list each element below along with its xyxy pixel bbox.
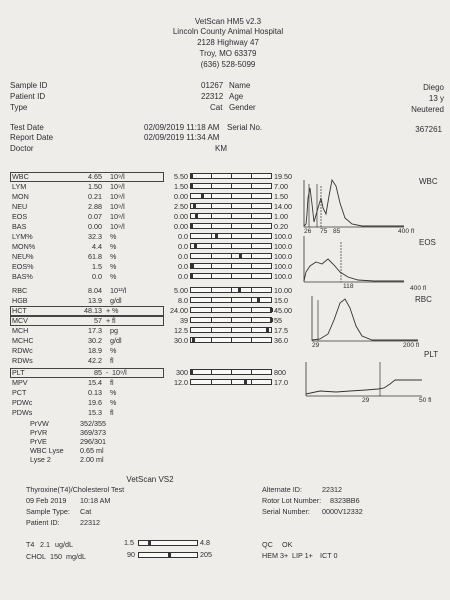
analyte-unit: % [110, 242, 117, 251]
analyte-name: HCT [12, 306, 27, 315]
analyte-unit: fl [112, 316, 116, 325]
analyte-value: 0.07 [88, 212, 102, 221]
analyte-name: MCV [12, 316, 28, 325]
t4-low: 1.5 [124, 538, 134, 547]
analyte-value: 15.4 [88, 378, 102, 387]
analyte-value: 1.50 [88, 182, 102, 191]
t4-range-bar [138, 540, 198, 546]
analyte-name: EOS% [12, 262, 34, 271]
vs2-patient-id: 22312 [80, 518, 100, 527]
analyte-name: EOS [12, 212, 28, 221]
range-high: 100.0 [274, 252, 292, 261]
extra-value: 0.65 ml [80, 446, 104, 455]
chol-name: CHOL [26, 552, 46, 561]
analyte-unit: fl [110, 408, 114, 417]
extra-value: 369/373 [80, 428, 106, 437]
analyte-value: 32.3 [88, 232, 102, 241]
eos-hist-tick: 118 [343, 283, 354, 290]
analyte-unit: pg [110, 326, 118, 335]
range-low: 39 [180, 316, 188, 325]
analyte-name: BAS [12, 222, 27, 231]
analyte-value: 17.3 [88, 326, 102, 335]
analyte-name: WBC [12, 172, 29, 181]
analyte-name: LYM% [12, 232, 33, 241]
extra-label: WBC Lyse [30, 446, 64, 455]
analyte-unit: % [110, 252, 117, 261]
analyte-value: 0.21 [88, 192, 102, 201]
vs2-sample-type: Cat [80, 507, 92, 516]
analyte-unit: 10⁹/l [110, 182, 125, 191]
analyte-name: RBC [12, 286, 28, 295]
serial-label: Serial No. [227, 123, 263, 132]
analyte-unit: fl [110, 356, 114, 365]
range-low: 24.00 [170, 306, 188, 315]
analyte-value: 1.5 [92, 262, 102, 271]
eos-histogram [304, 236, 404, 282]
plt-histogram [306, 362, 422, 396]
analyte-value: 4.65 [88, 172, 102, 181]
extra-value: 2.00 ml [80, 455, 104, 464]
name-label: Name [229, 81, 251, 90]
analyte-name: PDWc [12, 398, 33, 407]
t4-unit: ug/dL [55, 540, 73, 549]
analyte-name: MPV [12, 378, 28, 387]
range-low: 12.0 [174, 378, 188, 387]
type-label: Type [10, 103, 28, 112]
name-value: Diego [423, 83, 444, 92]
clinic-city: Troy, MO 63379 [199, 49, 257, 58]
t4-name: T4 [26, 540, 35, 549]
analyte-unit: % [110, 262, 117, 271]
range-high: 1.50 [274, 192, 288, 201]
device-title: VetScan HM5 v2.3 [194, 17, 262, 26]
extra-label: PrVW [30, 419, 49, 428]
analyte-name: PLT [12, 368, 25, 377]
rbc-histogram [312, 296, 418, 341]
analyte-value: 57 [94, 316, 102, 325]
alternate-id-label: Alternate ID: [262, 485, 302, 494]
analyte-unit: % [110, 398, 117, 407]
clinic-name: Lincoln County Animal Hospital [172, 27, 284, 36]
analyte-name: RDWs [12, 356, 33, 365]
range-high: 0.20 [274, 222, 288, 231]
sample-id-value: 01267 [201, 81, 224, 90]
analyte-name: LYM [12, 182, 27, 191]
analyte-value: 0.13 [88, 388, 102, 397]
sample-id-label: Sample ID [10, 81, 48, 90]
type-value: Cat [210, 103, 223, 112]
analyte-name: MON% [12, 242, 36, 251]
vs2-serial: 0000V12332 [322, 507, 363, 516]
age-value: 13 y [428, 94, 444, 103]
analyte-unit: 10⁹/l [110, 192, 125, 201]
analyte-unit: % [110, 232, 117, 241]
analyte-unit: g/dl [110, 296, 122, 305]
clinic-phone: (636) 528-5099 [200, 60, 256, 69]
analyte-unit: % [110, 388, 117, 397]
range-high: 17.5 [274, 326, 288, 335]
analyte-name: MCHC [12, 336, 34, 345]
range-low: 0.0 [178, 272, 188, 281]
extra-label: PrVE [30, 437, 47, 446]
wbc-histogram [304, 180, 404, 227]
test-date-label: Test Date [10, 123, 44, 132]
range-high: 100.0 [274, 242, 292, 251]
clinic-address: 2128 Highway 47 [197, 38, 259, 47]
range-high: 55 [274, 316, 282, 325]
eos-hist-label: EOS [419, 238, 436, 247]
qc-value: OK [282, 540, 293, 549]
t4-value: 2.1 [40, 540, 50, 549]
rotor-value: 8323BB6 [330, 496, 360, 505]
vs2-time: 10:18 AM [80, 496, 111, 505]
analyte-value: 61.8 [88, 252, 102, 261]
analyte-value: 4.4 [92, 242, 102, 251]
range-low: 2.50 [174, 202, 188, 211]
range-high: 17.0 [274, 378, 288, 387]
flag-mark: + [106, 306, 111, 315]
analyte-value: 15.3 [88, 408, 102, 417]
range-low: 0.0 [178, 242, 188, 251]
analyte-name: MON [12, 192, 29, 201]
analyte-unit: % [110, 272, 117, 281]
extra-label: Lyse 2 [30, 455, 51, 464]
analyte-name: PCT [12, 388, 27, 397]
vs2-patient-id-label: Patient ID: [26, 518, 60, 527]
flag-mark: - [106, 368, 109, 377]
range-high: 45.00 [274, 306, 292, 315]
extra-value: 296/301 [80, 437, 106, 446]
chol-value: 150 [50, 552, 62, 561]
range-high: 1.00 [274, 212, 288, 221]
range-low: 0.00 [174, 222, 188, 231]
analyte-value: 85 [94, 368, 102, 377]
analyte-value: 30.2 [88, 336, 102, 345]
analyte-value: 42.2 [88, 356, 102, 365]
range-low: 0.0 [178, 262, 188, 271]
chol-level-marker [168, 553, 171, 557]
gender-value: Neutered [411, 105, 444, 114]
range-low: 0.0 [178, 232, 188, 241]
range-low: 12.5 [174, 326, 188, 335]
gender-label: Gender [229, 103, 256, 112]
range-low: 0.00 [174, 212, 188, 221]
flag-mark: + [106, 316, 111, 325]
doctor-label: Doctor [10, 144, 34, 153]
qc-label: QC [262, 540, 273, 549]
analyte-unit: 10⁹/l [110, 212, 125, 221]
range-high: 19.50 [274, 172, 292, 181]
analyte-value: 19.6 [88, 398, 102, 407]
serial-value: 367261 [415, 125, 442, 134]
chol-low: 90 [127, 550, 135, 559]
range-high: 800 [274, 368, 286, 377]
patient-id-value: 22312 [201, 92, 224, 101]
analyte-value: 13.9 [88, 296, 102, 305]
vs2-serial-label: Serial Number: [262, 507, 310, 516]
range-low: 30.0 [174, 336, 188, 345]
analyte-name: NEU [12, 202, 28, 211]
range-low: 1.50 [174, 182, 188, 191]
analyte-name: BAS% [12, 272, 33, 281]
test-date-value: 02/09/2019 11:18 AM [144, 123, 220, 132]
vs2-sample-type-label: Sample Type: [26, 507, 70, 516]
wbc-hist-label: WBC [419, 177, 438, 186]
range-high: 100.0 [274, 272, 292, 281]
analyte-value: 48.13 [84, 306, 102, 315]
analyte-unit: % [110, 346, 117, 355]
rbc-hist-label: RBC [415, 295, 432, 304]
wbc-hist-tick-3: 85 [333, 228, 341, 235]
chol-high: 205 [200, 550, 212, 559]
patient-id-label: Patient ID [10, 92, 46, 101]
wbc-hist-end: 400 fl [398, 228, 415, 235]
range-low: 300 [176, 368, 188, 377]
analyte-name: NEU% [12, 252, 34, 261]
analyte-value: 2.88 [88, 202, 102, 211]
analyte-unit: % [112, 306, 119, 315]
analyte-unit: 10¹²/l [110, 286, 127, 295]
analyte-unit: 10⁹/l [112, 368, 127, 377]
chol-unit: mg/dL [66, 552, 86, 561]
extra-value: 352/355 [80, 419, 106, 428]
range-high: 7.00 [274, 182, 288, 191]
vs2-date: 09 Feb 2019 [26, 496, 67, 505]
rotor-label: Rotor Lot Number: [262, 496, 322, 505]
analyte-value: 8.04 [88, 286, 102, 295]
analyte-name: PDWs [12, 408, 33, 417]
wbc-hist-tick-1: 26 [304, 228, 312, 235]
range-low: 8.0 [178, 296, 188, 305]
range-high: 14.00 [274, 202, 292, 211]
plt-hist-end: 50 fl [419, 397, 432, 404]
alternate-id: 22312 [322, 485, 342, 494]
range-high: 100.0 [274, 262, 292, 271]
analyte-value: 0.0 [92, 272, 102, 281]
vs2-title: VetScan VS2 [126, 475, 174, 484]
rbc-hist-end: 200 fl [403, 342, 420, 349]
analyte-name: HGB [12, 296, 28, 305]
range-high: 10.00 [274, 286, 292, 295]
vs2-panel: Thyroxine(T4)/Cholesterol Test [26, 485, 125, 494]
t4-high: 4.8 [200, 538, 210, 547]
range-low: 5.00 [174, 286, 188, 295]
analyte-unit: g/dl [110, 336, 122, 345]
analyte-name: RDWc [12, 346, 33, 355]
report-date-label: Report Date [10, 133, 54, 142]
doctor-value: KM [215, 144, 227, 153]
range-low: 5.50 [174, 172, 188, 181]
extra-label: PrVR [30, 428, 48, 437]
range-high: 36.0 [274, 336, 288, 345]
analyte-unit: 10⁹/l [110, 172, 125, 181]
plt-hist-label: PLT [424, 350, 439, 359]
ict-index: ICT 0 [320, 551, 338, 560]
hem-index: HEM 3+ [262, 551, 289, 560]
analyte-unit: 10⁹/l [110, 222, 125, 231]
lip-index: LIP 1+ [292, 551, 313, 560]
wbc-hist-tick-2: 75 [320, 228, 328, 235]
rbc-hist-tick: 29 [312, 342, 320, 349]
analyte-name: MCH [12, 326, 29, 335]
analyte-unit: fl [110, 378, 114, 387]
analyte-value: 18.9 [88, 346, 102, 355]
t4-level-marker [148, 541, 151, 545]
age-label: Age [229, 92, 244, 101]
range-high: 100.0 [274, 232, 292, 241]
eos-hist-end: 400 fl [410, 285, 427, 292]
analyte-value: 0.00 [88, 222, 102, 231]
analyte-unit: 10⁹/l [110, 202, 125, 211]
plt-hist-tick: 29 [362, 397, 370, 404]
chol-range-bar [138, 552, 198, 558]
range-high: 15.0 [274, 296, 288, 305]
report-date-value: 02/09/2019 11:34 AM [144, 133, 220, 142]
range-low: 0.00 [174, 192, 188, 201]
range-low: 0.0 [178, 252, 188, 261]
